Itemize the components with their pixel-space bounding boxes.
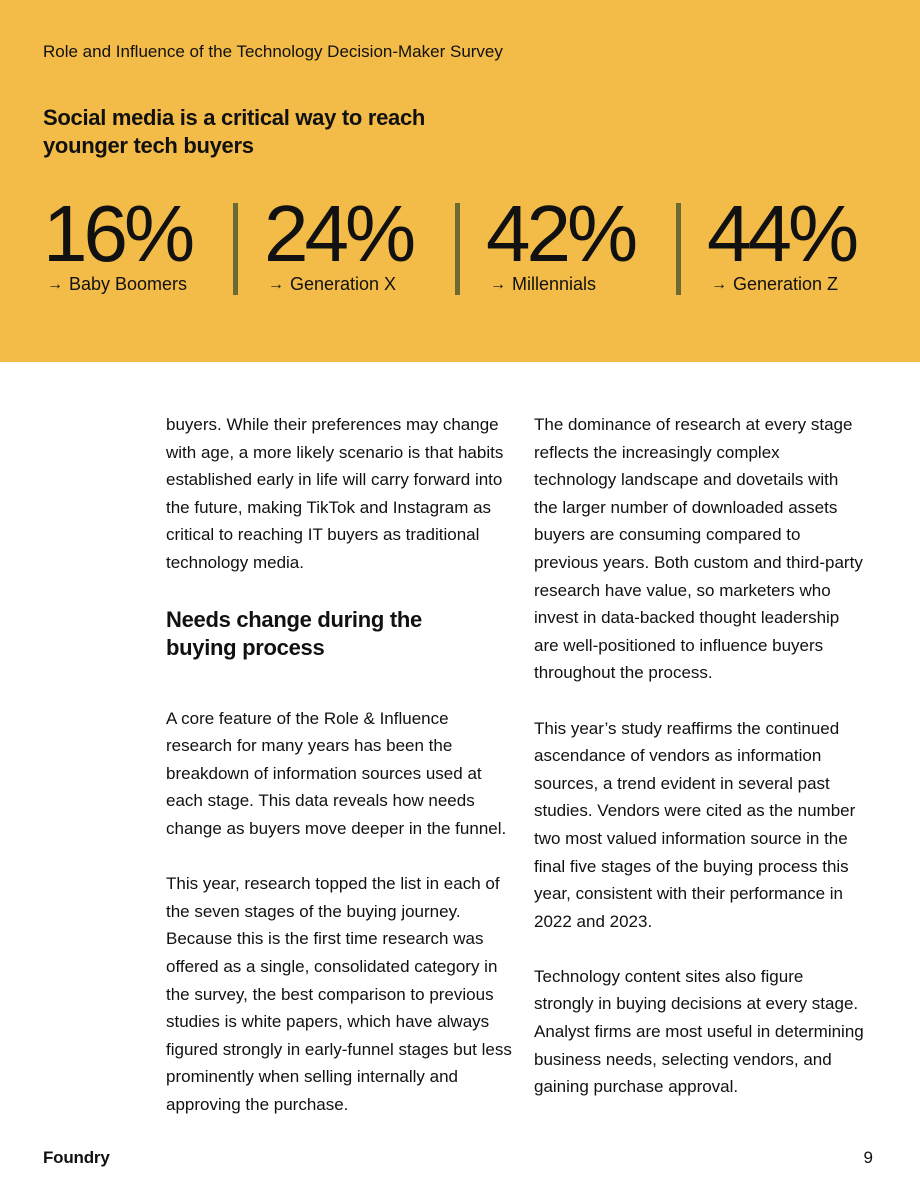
paragraph: A core feature of the Role & Influence research for many years has been the breakdown of information sources used at each stage. This data reveals how needs change as buyers move deeper in the funnel. — [166, 708, 507, 838]
arrow-right-icon: → — [711, 275, 727, 293]
paragraph: This year, research topped the list in each of the seven stages of the buying journey. Because this is the first time research was offered as a single, consolidated category in the survey, the best comparison to previous studies is white papers, which have always figured strongly in early-funnel stages but less prominently when selling internally and approving the purchase. — [166, 874, 512, 1114]
stat-value: 16% — [43, 189, 192, 278]
stat-label-text: Millennials — [512, 274, 597, 294]
arrow-right-icon: → — [268, 275, 284, 293]
page-number: 9 — [863, 1148, 873, 1167]
arrow-right-icon: → — [47, 275, 63, 293]
stat-divider — [455, 203, 460, 295]
stat-value: 42% — [486, 189, 635, 278]
section-heading: Needs change during the buying process — [166, 606, 422, 660]
stat-label-text: Generation X — [290, 274, 397, 294]
paragraph: This year’s study reaffirms the continued ascendance of vendors as information sources, a trend evident in several past studies. Vendors were cited as the number two most valued information source in the final five stages of the buying process this year, consistent with their performance in 2022 and 2023. — [534, 718, 856, 931]
paragraph: buyers. While their preferences may change with age, a more likely scenario is that habits established early in life will carry forward into the future, making TikTok and Instagram as critical to reaching IT buyers as traditional technology media. — [166, 415, 504, 572]
stat-label — [707, 274, 855, 295]
header-banner — [0, 0, 920, 362]
right-column — [534, 411, 864, 1101]
arrow-right-icon: → — [490, 275, 506, 293]
stat-value: 24% — [264, 189, 413, 278]
stat-label-text: Baby Boomers — [69, 274, 188, 294]
stat-generation-x — [264, 186, 412, 295]
stat-label-text: Generation Z — [733, 274, 839, 294]
stat-divider — [676, 203, 681, 295]
stat-label — [264, 274, 412, 295]
paragraph: Technology content sites also figure strongly in buying decisions at every stage. Analyst firms are most useful in determining business needs, selecting vendors, and gaining purchase approval. — [534, 966, 864, 1097]
stat-divider — [233, 203, 238, 295]
headline: Social media is a critical way to reach younger tech buyers — [43, 105, 426, 158]
stat-value: 44% — [707, 189, 856, 278]
footer-brand-logo: Foundry — [43, 1148, 110, 1167]
stat-baby-boomers — [43, 186, 191, 295]
survey-title: Role and Influence of the Technology Decision-Maker Survey — [43, 42, 503, 61]
stat-label — [43, 274, 191, 295]
paragraph: The dominance of research at every stage reflects the increasingly complex technology landscape and dovetails with the larger number of downloaded assets buyers are consuming compared to previous years. Both custom and third-party research have value, so marketers who invest in data-backed thought leadership are well-positioned to influence buyers throughout the process. — [534, 415, 863, 683]
stat-millennials — [486, 186, 634, 295]
left-column — [166, 411, 516, 1118]
stat-generation-z — [707, 186, 855, 295]
